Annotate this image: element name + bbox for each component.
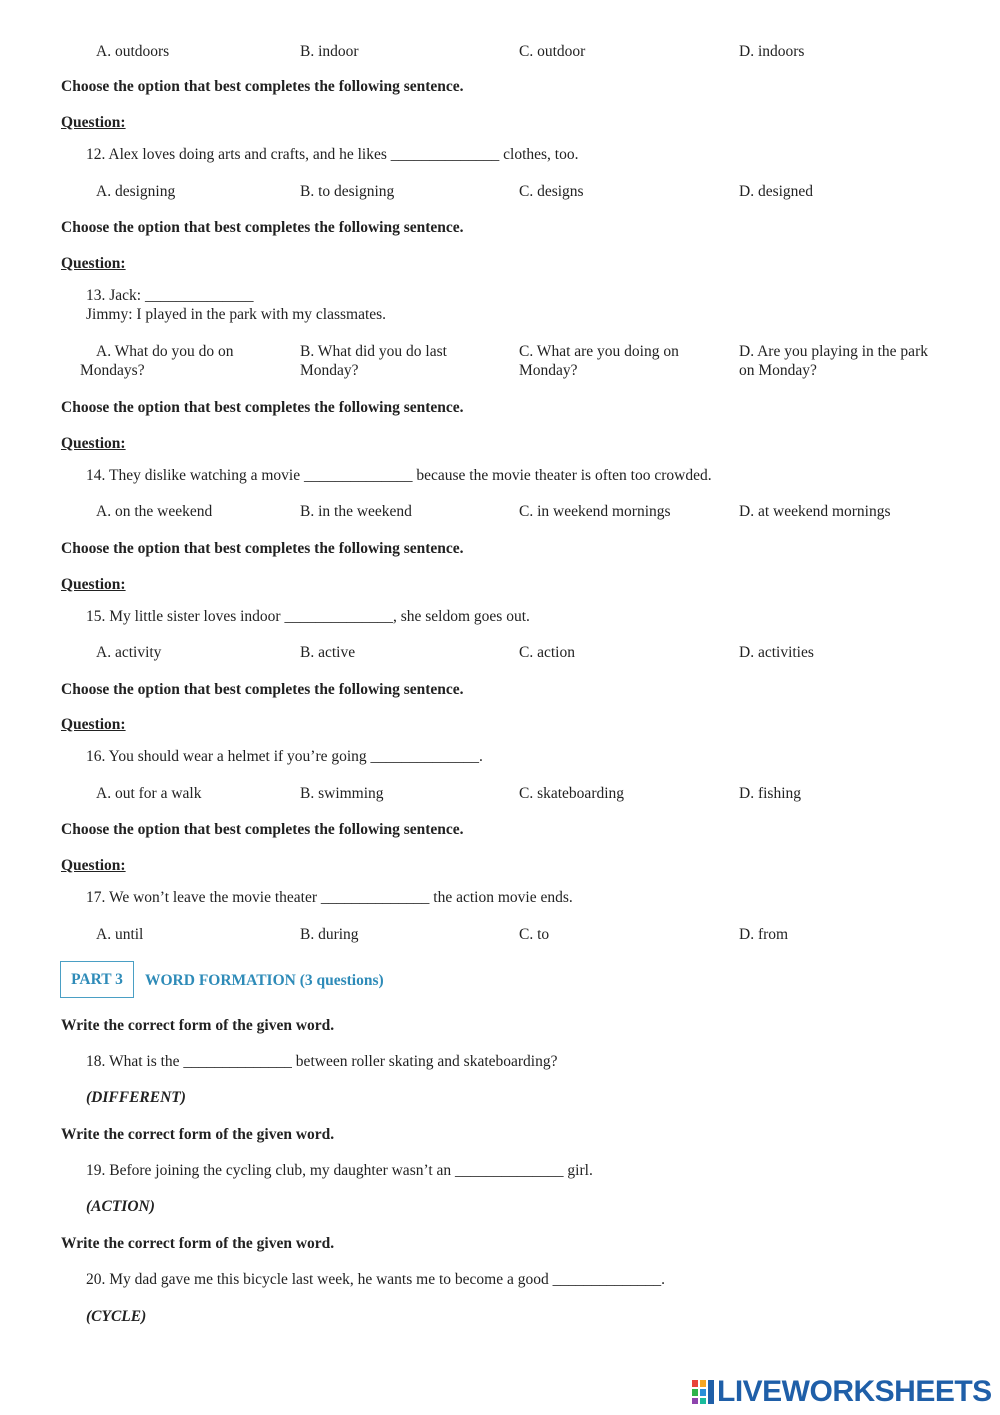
q11-option-a[interactable]: A. outdoors bbox=[96, 43, 170, 60]
q18-instruction: Write the correct form of the given word. bbox=[61, 1017, 335, 1034]
q17-instruction: Choose the option that best completes the following sentence. bbox=[61, 821, 464, 838]
q15-stem: 15. My little sister loves indoor ______________, she seldom goes out. bbox=[86, 608, 530, 625]
liveworksheets-logo-icon bbox=[692, 1380, 714, 1404]
q15-label: Question: bbox=[61, 576, 126, 593]
q13-option-b[interactable]: B. What did you do last Monday? bbox=[300, 343, 447, 379]
q12-stem: 12. Alex loves doing arts and crafts, and he likes ______________ clothes, too. bbox=[86, 146, 579, 163]
q12-option-d[interactable]: D. designed bbox=[739, 183, 814, 200]
q19-stem: 19. Before joining the cycling club, my daughter wasn’t an ______________ girl. bbox=[86, 1162, 593, 1179]
q16-option-d[interactable]: D. fishing bbox=[739, 785, 801, 802]
q15-option-d[interactable]: D. activities bbox=[739, 644, 814, 661]
q16-option-a[interactable]: A. out for a walk bbox=[96, 785, 202, 802]
q18-stem: 18. What is the ______________ between roller skating and skateboarding? bbox=[86, 1053, 558, 1070]
q14-stem: 14. They dislike watching a movie ______________ because the movie theater is often too crowded. bbox=[86, 467, 712, 484]
q15-instruction: Choose the option that best completes the following sentence. bbox=[61, 540, 464, 557]
liveworksheets-logo-text: LIVEWORKSHEETS bbox=[717, 1375, 992, 1408]
q12-option-a[interactable]: A. designing bbox=[96, 183, 176, 200]
q16-stem: 16. You should wear a helmet if you’re going ______________. bbox=[86, 748, 483, 765]
q14-option-a[interactable]: A. on the weekend bbox=[96, 503, 213, 520]
q13-stem-line2: Jimmy: I played in the park with my classmates. bbox=[86, 306, 387, 323]
q16-option-b[interactable]: B. swimming bbox=[300, 785, 384, 802]
q17-option-b[interactable]: B. during bbox=[300, 926, 359, 943]
q14-option-c[interactable]: C. in weekend mornings bbox=[519, 503, 671, 520]
q20-hint: (CYCLE) bbox=[86, 1308, 147, 1325]
q16-option-c[interactable]: C. skateboarding bbox=[519, 785, 625, 802]
q16-label: Question: bbox=[61, 716, 126, 733]
part3-title: WORD FORMATION (3 questions) bbox=[145, 972, 384, 989]
q12-instruction: Choose the option that best completes the following sentence. bbox=[61, 78, 464, 95]
q15-option-a[interactable]: A. activity bbox=[96, 644, 162, 661]
q13-stem-line1: 13. Jack: ______________ bbox=[86, 287, 254, 304]
q17-label: Question: bbox=[61, 857, 126, 874]
q20-instruction: Write the correct form of the given word. bbox=[61, 1235, 335, 1252]
q17-option-d[interactable]: D. from bbox=[739, 926, 789, 943]
q17-option-c[interactable]: C. to bbox=[519, 926, 550, 943]
q14-instruction: Choose the option that best completes the following sentence. bbox=[61, 399, 464, 416]
q14-option-d[interactable]: D. at weekend mornings bbox=[739, 503, 891, 520]
q11-option-c[interactable]: C. outdoor bbox=[519, 43, 586, 60]
q20-stem: 20. My dad gave me this bicycle last week, he wants me to become a good ______________. bbox=[86, 1271, 665, 1288]
q13-option-d[interactable]: D. Are you playing in the park on Monday? bbox=[739, 343, 928, 379]
q13-option-a[interactable]: A. What do you do on Mondays? bbox=[80, 343, 234, 379]
q12-label: Question: bbox=[61, 114, 126, 131]
q11-option-b[interactable]: B. indoor bbox=[300, 43, 359, 60]
q19-hint: (ACTION) bbox=[86, 1198, 155, 1215]
q17-stem: 17. We won’t leave the movie theater ______________ the action movie ends. bbox=[86, 889, 573, 906]
q13-label: Question: bbox=[61, 255, 126, 272]
q12-option-c[interactable]: C. designs bbox=[519, 183, 584, 200]
liveworksheets-logo[interactable] bbox=[692, 1375, 992, 1409]
q16-instruction: Choose the option that best completes the following sentence. bbox=[61, 681, 464, 698]
q13-option-c[interactable]: C. What are you doing on Monday? bbox=[519, 343, 679, 379]
q13-instruction: Choose the option that best completes the following sentence. bbox=[61, 219, 464, 236]
q18-hint: (DIFFERENT) bbox=[86, 1089, 186, 1106]
part3-badge: PART 3 bbox=[60, 961, 134, 998]
q14-option-b[interactable]: B. in the weekend bbox=[300, 503, 412, 520]
q17-option-a[interactable]: A. until bbox=[96, 926, 144, 943]
q19-instruction: Write the correct form of the given word. bbox=[61, 1126, 335, 1143]
q14-label: Question: bbox=[61, 435, 126, 452]
q12-option-b[interactable]: B. to designing bbox=[300, 183, 395, 200]
q15-option-b[interactable]: B. active bbox=[300, 644, 356, 661]
q11-option-d[interactable]: D. indoors bbox=[739, 43, 805, 60]
q15-option-c[interactable]: C. action bbox=[519, 644, 575, 661]
